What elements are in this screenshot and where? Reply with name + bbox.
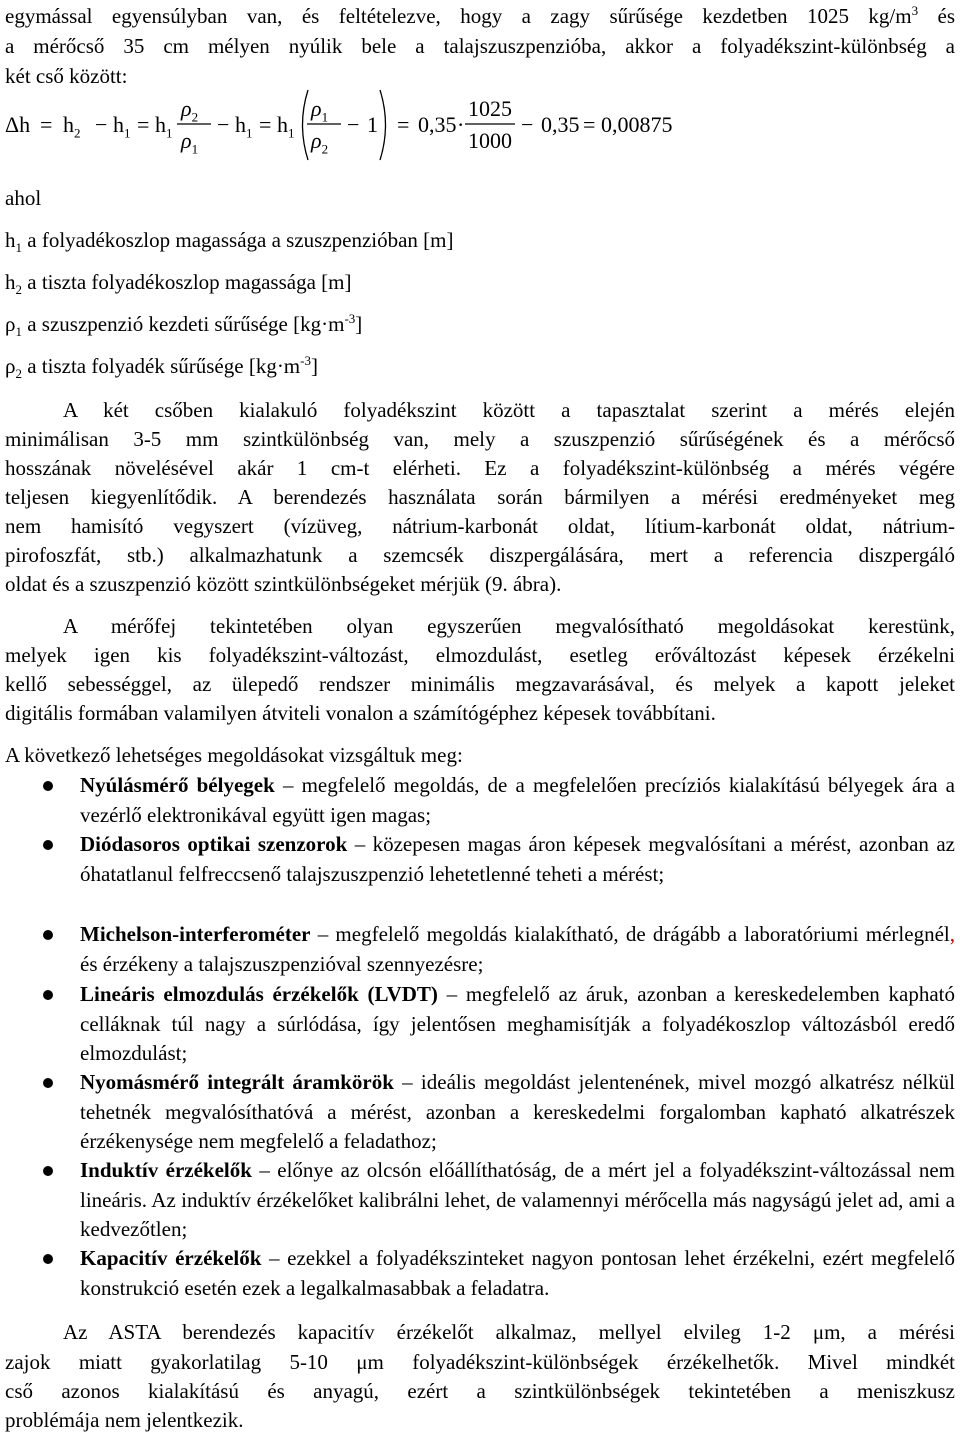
eq-rho2-den: [311, 128, 329, 157]
eq-h1a-sym: h: [113, 112, 124, 137]
eq-minus-2: −: [217, 112, 230, 137]
eq-equals-1: =: [40, 112, 53, 137]
superscript: 3: [911, 3, 919, 18]
para3-line-4: problémája nem jelentkezik.: [5, 1408, 244, 1432]
def-rho2: [5, 352, 955, 381]
eq-h1c-sym: h: [235, 112, 246, 137]
eq-frac-line-2: [307, 122, 341, 126]
eq-h1a: [113, 112, 131, 141]
bullet-body: – megfelelő az áruk, azonban a kereskedelemben kapható celláknak túl nagy a súrlódása, így jelentősen meghamisítják a folyadékoszlop változásból eredő elmozdulást;: [80, 982, 955, 1065]
def-text: a tiszta folyadék sűrűsége [kg·m: [21, 354, 301, 378]
def-text: a szuszpenzió kezdeti sűrűsége [kg·m: [21, 312, 345, 336]
bullet-body: – közepesen magas áron képesek megvalósítani a mérést, azonban az óhatatlanul felfreccsenő talajszuszpenzió lehetetlenné teheti a mérést;: [80, 832, 955, 886]
para3-line-1: Az ASTA berendezés kapacitív érzékelőt alkalmaz, mellyel elvileg 1-2 μm, a mérési: [63, 1320, 955, 1344]
eq-h1d-sym: h: [277, 112, 288, 137]
bullet-title: Kapacitív érzékelők: [80, 1246, 262, 1270]
bullet-dot-icon: [43, 1254, 53, 1264]
eq-den-1000: 1000: [468, 128, 512, 153]
eq-h2-sub: 2: [74, 125, 81, 141]
para2-line-1: A mérőfej tekintetében olyan egyszerűen megvalósítható megoldásokat kerestünk,: [63, 614, 955, 638]
eq-h1d-sub: 1: [288, 125, 295, 141]
def-symbol: h: [5, 228, 16, 252]
eq-rho1-den-sym: ρ: [181, 128, 192, 153]
eq-minus-3: −: [347, 112, 360, 137]
eq-rho2-den-sym: ρ: [311, 128, 322, 153]
eq-rho2-num-sub: 2: [191, 109, 199, 125]
intro-text-1-end: és: [918, 4, 955, 28]
def-subscript: 1: [15, 324, 22, 340]
eq-035b: 0,35: [541, 112, 580, 137]
para1-line-2: minimálisan 3-5 mm szintkülönbség van, mely a szuszpenzió sűrűségének és a mérőcső: [5, 427, 955, 451]
bullet-body: – előnye az olcsón előállíthatóság, de a mért jel a folyadékszint-változással nem lineáris. Az induktív érzékelőket kalibrálni lehet, de valamennyi mérőcella más nagyságú jelet ad, ami a kedvezőtlen;: [80, 1158, 955, 1241]
para1-line-3: hosszának növelésével akár 1 cm-t elérheti. Ez a folyadékszint-különbség a mérés végére: [5, 456, 955, 480]
para1-line-7: oldat és a szuszpenzió között szintkülönbségeket mérjük (9. ábra).: [5, 572, 562, 596]
eq-h1d: [277, 112, 295, 141]
eq-h1c: [235, 112, 253, 141]
bullet-title: Diódasoros optikai szenzorok: [80, 832, 348, 856]
bullet-body: – ideális megoldást jelentenének, mivel mozgó alkatrész nélkül tehetnék megvalósíthatóvá a mérést, azonban a kereskedelmi forgalomban kapható alkatrészek érzékenysége nem megfelelő a feladathoz;: [80, 1070, 955, 1153]
bullet-dot-icon: [43, 930, 53, 940]
equation: [5, 92, 705, 172]
eq-rho2-den-sub: 2: [321, 141, 329, 157]
eq-equals-5: =: [583, 112, 596, 137]
intro-line-1: [5, 2, 955, 31]
bullet-title: Michelson-interferométer: [80, 922, 311, 946]
def-subscript: 1: [15, 240, 22, 256]
intro-line-2: a mérőcső 35 cm mélyen nyúlik bele a talajszuszpenzióba, akkor a folyadékszint-különbség a: [5, 34, 955, 58]
def-tail: ]: [311, 354, 318, 378]
eq-h1c-sub: 1: [246, 125, 253, 141]
eq-rho2-num: [181, 96, 199, 125]
eq-rho1-num: [311, 96, 329, 125]
intro-line-3: két cső között:: [5, 64, 128, 88]
def-subscript: 2: [15, 366, 22, 382]
eq-frac-line-3: [465, 122, 515, 126]
para1-line-4: teljesen kiegyenlítődik. A berendezés használata során bármilyen a mérési eredményeket meg: [5, 485, 955, 509]
eq-h2: [63, 112, 81, 141]
para2-line-2: melyek igen kis folyadékszint-változást, elmozdulást, esetleg erőváltozást képesek érzékelni: [5, 643, 955, 667]
eq-rho1-den: [181, 128, 199, 157]
bullet-body: – megfelelő megoldás kialakítható, de drágább a laboratóriumi mérlegnél: [310, 922, 950, 946]
bullet-text: [80, 771, 955, 830]
bullet-text: [80, 1244, 955, 1303]
eq-delta-h: Δh: [5, 112, 31, 137]
eq-h1a-sub: 1: [124, 125, 131, 141]
ahol-label: ahol: [5, 186, 42, 210]
bullet-title: Induktív érzékelők: [80, 1158, 252, 1182]
bullet-dot-icon: [43, 990, 53, 1000]
bullet-dot-icon: [43, 1166, 53, 1176]
eq-equals-4: =: [397, 112, 410, 137]
eq-rho2-num-sym: ρ: [181, 96, 192, 121]
def-symbol: h: [5, 270, 16, 294]
def-rho1: [5, 310, 955, 339]
bullet-text: [80, 1156, 955, 1245]
bullet-body-2: és érzékeny a talajszuszpenzióval szennyezésre;: [80, 951, 484, 976]
eq-h1b-sub: 1: [166, 125, 173, 141]
para2-line-3: kellő sebességgel, az ülepedő rendszer minimális megzavarásával, és melyek a kapott jeleket: [5, 672, 955, 696]
bullet-body: – ezekkel a folyadékszinteket nagyon pontosan lehet érzékelni, ezért megfelelő konstrukció esetén ezek a legalkalmasabbak a feladatra.: [80, 1246, 956, 1300]
eq-num-1025: 1025: [468, 96, 512, 121]
bullet-title: Nyúlásmérő bélyegek: [80, 773, 275, 797]
eq-minus-1: −: [95, 112, 108, 137]
bullet-title: Lineáris elmozdulás érzékelők (LVDT): [80, 982, 438, 1006]
eq-frac-line-1: [177, 122, 211, 126]
bullet-text: [80, 920, 955, 979]
eq-h1b: [155, 112, 173, 141]
def-h2: [5, 268, 955, 297]
def-subscript: 2: [15, 282, 22, 298]
eq-rho1-num-sym: ρ: [311, 96, 322, 121]
intro-text-1: egymással egyensúlyban van, és feltételezve, hogy a zagy sűrűsége kezdetben 1025 kg/m: [5, 4, 912, 28]
para3-line-2: zajok miatt gyakorlatilag 5-10 μm folyadékszint-különbségek érzékelhetők. Mivel mindkét: [5, 1350, 955, 1374]
bullet-dot-icon: [43, 781, 53, 791]
eq-minus-4: −: [521, 112, 534, 137]
def-symbol: ρ: [5, 312, 16, 336]
def-superscript: -3: [300, 353, 311, 368]
eq-one: 1: [367, 112, 378, 137]
bullet-text: [80, 1068, 955, 1157]
para1-line-6: pirofoszfát, stb.) alkalmazhatunk a szemcsék diszpergálására, mert a referencia diszpergáló: [5, 543, 955, 567]
eq-rho1-num-sub: 1: [321, 109, 329, 125]
bullet-red-comma: ,: [949, 922, 955, 946]
para3-line-3: cső azonos kialakítású és anyagú, ezért a szintkülönbségek tekintetében a meniszkusz: [5, 1379, 955, 1403]
def-tail: ]: [355, 312, 363, 336]
para2-line-4: digitális formában valamilyen átviteli vonalon a számítógéphez képesek továbbítani.: [5, 701, 716, 725]
para1-line-5: nem hamisító vegyszert (vízüveg, nátrium-karbonát oldat, lítium-karbonát oldat, nátrium-: [5, 514, 955, 538]
bullet-title: Nyomásmérő integrált áramkörök: [80, 1070, 394, 1094]
eq-035a: 0,35: [418, 112, 457, 137]
def-symbol: ρ: [5, 354, 16, 378]
eq-h2-sym: h: [63, 112, 74, 137]
def-text: a folyadékoszlop magassága a szuszpenzióban [m]: [22, 228, 454, 252]
bullet-dot-icon: [43, 840, 53, 850]
eq-equals-3: =: [259, 112, 272, 137]
def-superscript: -3: [344, 311, 356, 326]
def-h1: [5, 226, 955, 255]
eq-rho1-den-sub: 1: [191, 141, 199, 157]
bullet-text: [80, 980, 955, 1069]
bullet-dot-icon: [43, 1078, 53, 1088]
eq-h1b-sym: h: [155, 112, 166, 137]
eq-result: 0,00875: [601, 112, 673, 137]
para1-line-1: A két csőben kialakuló folyadékszint között a tapasztalat szerint a mérés elején: [63, 398, 955, 422]
def-text: a tiszta folyadékoszlop magassága [m]: [22, 270, 352, 294]
eq-equals-2: =: [137, 112, 150, 137]
bullet-text: [80, 830, 955, 889]
bullet-body: – megfelelő megoldás, de a megfelelően precíziós kialakítású bélyegek ára a vezérlő elektronikával együtt igen magas;: [80, 773, 955, 827]
eq-dot: ·: [457, 112, 465, 137]
list-intro: A következő lehetséges megoldásokat vizsgáltuk meg:: [5, 743, 463, 767]
eq-right-paren: [377, 88, 393, 162]
